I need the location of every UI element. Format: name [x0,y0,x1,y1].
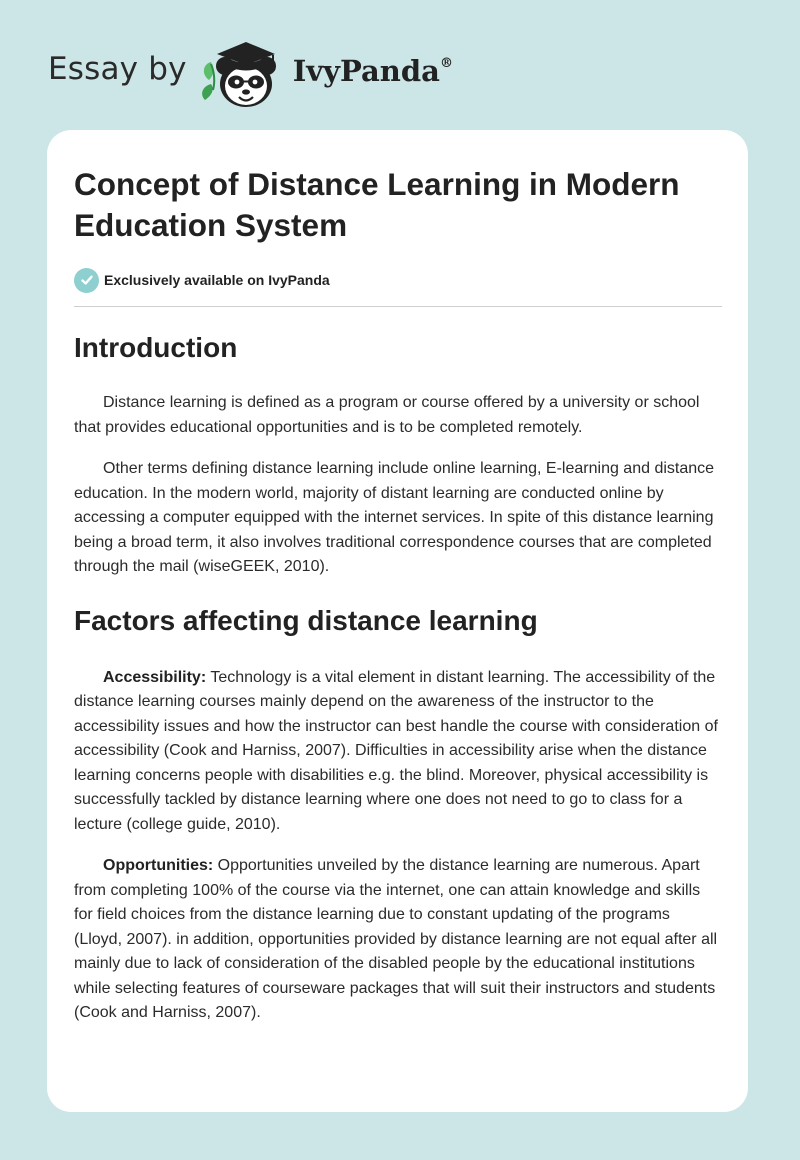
paragraph: Other terms defining distance learning include online learning, E-learning and distance education. In the modern world, majority of distant learning are conducted online by accessing a computer equipped with the internet services. In spite of this distance learning being a broad term, it also involves traditional correspondence courses that are completed through the mail (wiseGEEK, 2010). [74,460,715,575]
registered-mark: ® [439,56,453,71]
term-opportunities: Opportunities: [103,857,214,874]
paragraph-opportunities [74,854,722,1026]
opportunities-text: Opportunities unveiled by the distance learning are numerous. Apart from completing 100% of the course via the internet, one can attain knowledge and skills for field choices from the distance learning due to constant updating of the programs (Lloyd, 2007). in addition, opportunities provided by distance learning are not equal after all mainly due to lack of consideration of the disabled people by the educational institutions while selecting features of courseware packages that will suit their instructors and students (Cook and Harniss, 2007). [74,857,718,1021]
check-icon [74,268,99,293]
paragraph-accessibility [74,666,722,838]
paragraph: Distance learning is defined as a program or course offered by a university or school that provides educational opportunities and is to be completed remotely. [74,394,700,436]
brand-name[interactable] [293,54,453,88]
site-header [48,34,453,110]
exclusive-badge [74,266,722,294]
exclusive-label: Exclusively available on IvyPanda [104,272,330,288]
brand-text: IvyPanda [292,54,440,88]
section-heading-introduction: Introduction [74,332,238,363]
term-accessibility: Accessibility: [103,668,207,686]
essay-by-label: Essay by [48,51,187,87]
title-divider [74,306,722,307]
essay-title: Concept of Distance Learning in Modern Education System [74,166,680,243]
essay-card [47,130,748,1112]
accessibility-text: Technology is a vital element in distant learning. The accessibility of the distance learning courses mainly depend on the awareness of the instructor to the accessibility issues and how the instructor can best handle the course with consideration of accessibility (Cook and Harniss, 2007). Difficulties in accessibility arise when the distance learning concerns people with disabilities e.g. the blind. Moreover, physical accessibility is successfully tackled by distance learning where one does not need to go to class for a lecture (college guide, 2010). [74,668,718,833]
section-heading-factors: Factors affecting distance learning [74,604,538,636]
panda-logo-icon[interactable] [199,34,291,110]
